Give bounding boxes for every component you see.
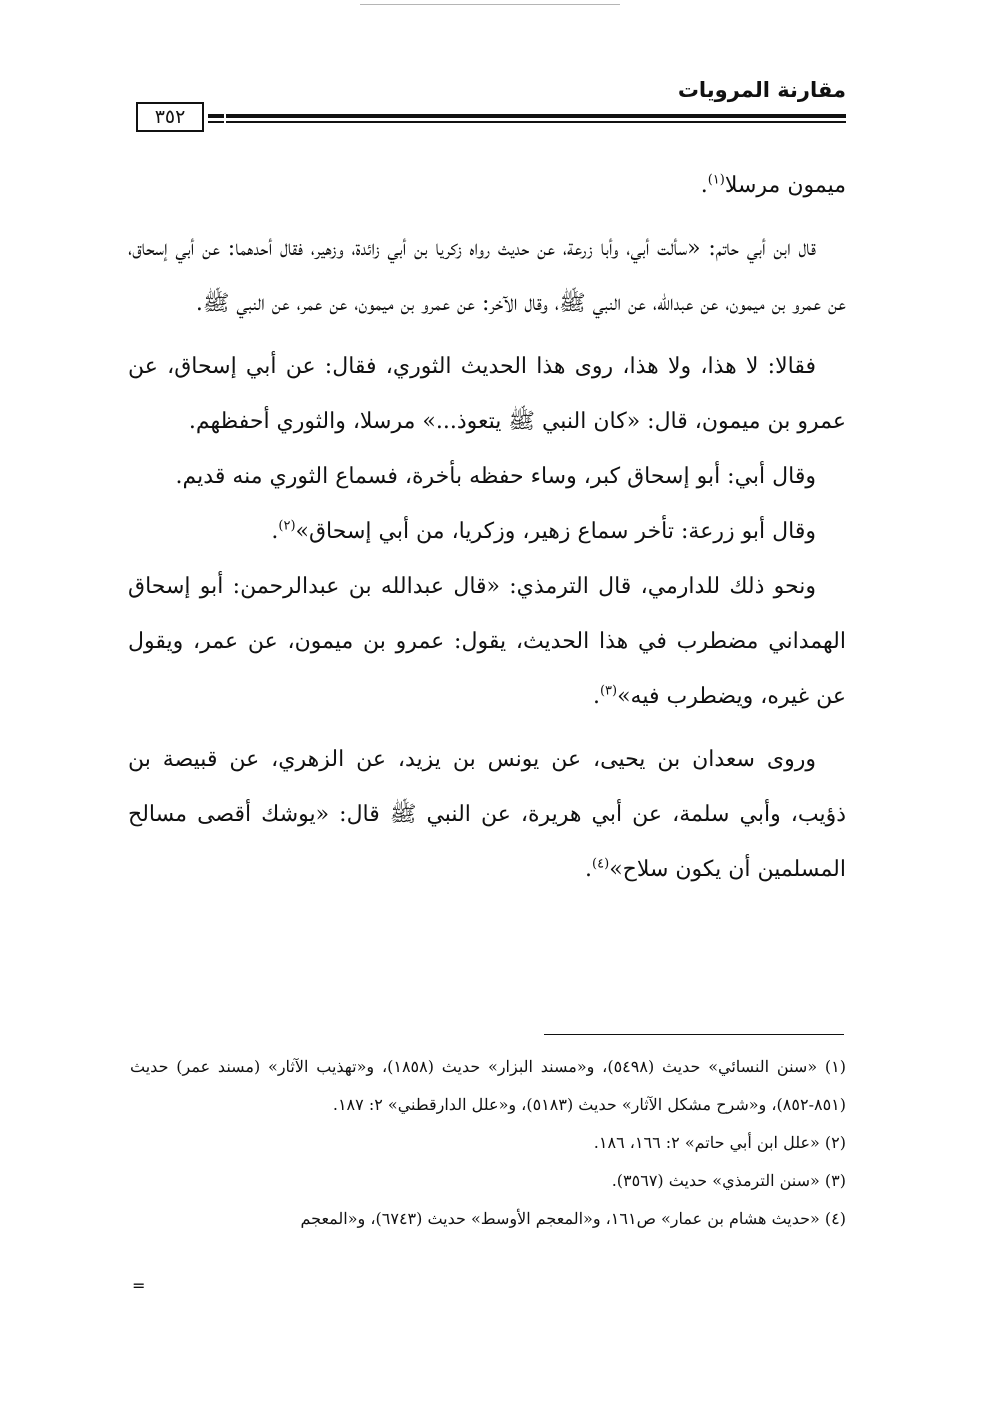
paragraph-3: فقالا: لا هذا، ولا هذا، روى هذا الحديث الثوري، فقال: عن أبي إسحاق، عن عمرو بن ميمون، قال: «كان النبي ﷺ يتعوذ...» مرسلا، والثوري أحفظهم. xyxy=(128,354,846,434)
header-rule-short xyxy=(208,114,224,123)
paragraph-6: ونحو ذلك للدارمي، قال الترمذي: «قال عبدالله بن عبدالرحمن: أبو إسحاق الهمداني مضطرب في هذا الحديث، يقول: عمرو بن ميمون، عن عمر، ويقول عن غيره، ويضطرب فيه»$^{(٣)}$. xyxy=(128,574,846,709)
top-scan-mark xyxy=(360,4,620,5)
footnote-ref-2[interactable]: (٢) xyxy=(278,518,296,534)
page-header xyxy=(126,78,846,148)
main-text xyxy=(128,158,846,897)
footnote-1: (١) «سنن النسائي» حديث (٥٤٩٨)، و«مسند البزار» حديث (١٨٥٨)، و«تهذيب الآثار» (مسند عمر) حديث (٨٥١-٨٥٢)، و«شرح مشكل الآثار» حديث (٥١٨٣)، و«علل الدارقطني» ٢: ١٨٧. xyxy=(130,1057,846,1114)
running-title: مقارنة المرويات xyxy=(677,78,846,102)
footnotes xyxy=(130,1048,846,1238)
footnote-ref-3[interactable]: (٣) xyxy=(599,683,618,699)
footnote-ref-4[interactable]: (٤) xyxy=(592,856,610,872)
header-rule xyxy=(226,114,846,123)
paragraph-1: ميمون مرسلا$^{(١)}$. xyxy=(700,172,846,198)
footnote-3: (٣) «سنن الترمذي» حديث (٣٥٦٧). xyxy=(611,1171,846,1190)
footnote-separator xyxy=(544,1034,844,1035)
paragraph-7: وروى سعدان بن يحيى، عن يونس بن يزيد، عن الزهري، عن قبيصة بن ذؤيب، وأبي سلمة، عن أبي هريرة، عن النبي ﷺ قال: «يوشك أقصى مسالح المسلمين أن يكون سلاح»$^{(٤)}$. xyxy=(128,747,846,882)
paragraph-2: قال ابن أبي حاتم: «سألت أبي، وأبا زرعة، عن حديث رواه زكريا بن أبي زائدة، وزهير، فقال أحدهما: عن أبي إسحاق، عن عمرو بن ميمون، عن عبدالله، عن النبي ﷺ، وقال الآخر: عن عمرو بن ميمون، عن عمر، عن النبي ﷺ. xyxy=(128,236,846,316)
footnote-2: (٢) «علل ابن أبي حاتم» ٢: ١٦٦، ١٨٦. xyxy=(593,1133,846,1152)
paragraph-4: وقال أبي: أبو إسحاق كبر، وساء حفظه بأخرة، فسماع الثوري منه قديم. xyxy=(175,464,816,489)
footnote-ref-1[interactable]: (١) xyxy=(707,172,725,188)
paragraph-5: وقال أبو زرعة: تأخر سماع زهير، وزكريا، من أبي إسحاق»$^{(٢)}$. xyxy=(271,518,816,544)
footnote-4: (٤) «حديث هشام بن عمار» ص١٦١، و«المعجم الأوسط» حديث (٦٧٤٣)، و«المعجم xyxy=(300,1209,846,1228)
continuation-mark: = xyxy=(132,1276,146,1295)
page-number: ٣٥٢ xyxy=(136,102,204,132)
